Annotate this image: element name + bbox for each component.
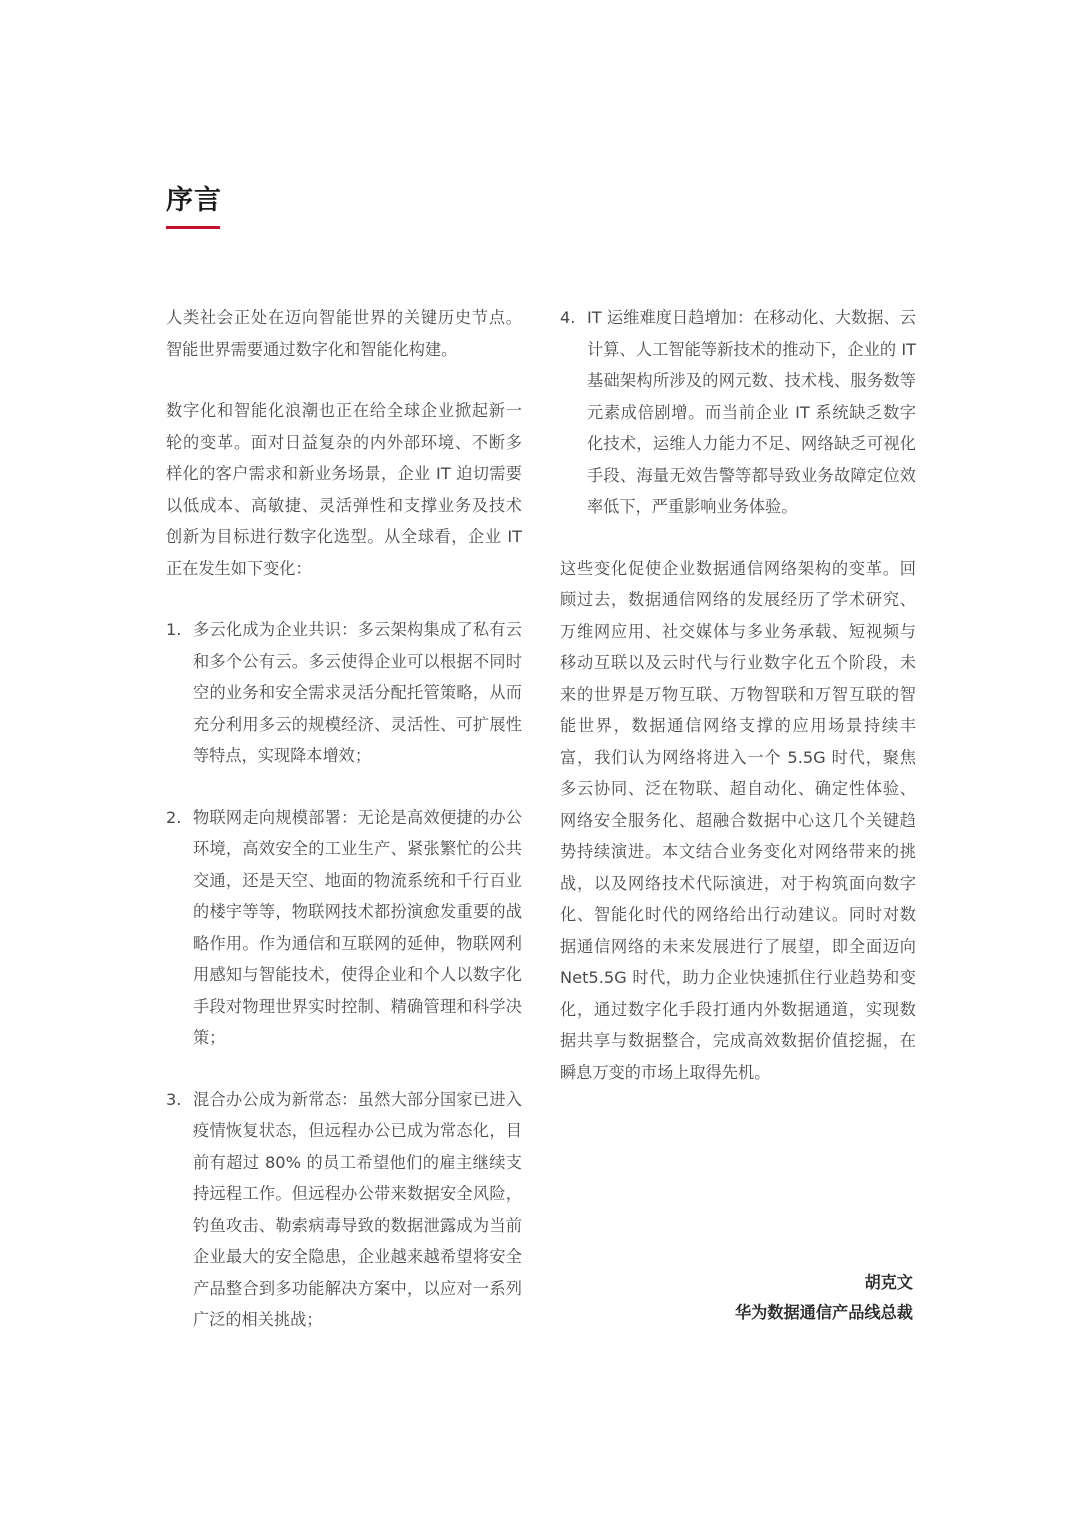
list-item-text: 混合办公成为新常态：虽然大部分国家已进入疫情恢复状态，但远程办公已成为常态化，目前有超过 80% 的员工希望他们的雇主继续支持远程工作。但远程办公带来数据安全风险，钓鱼攻击、勒索病毒导致的数据泄露成为当前企业最大的安全隐患，企业越来越希望将安全产品整合到多功能解决方案中，以应对一系列广泛的相关挑战； [193, 1089, 522, 1329]
page-title: 序言 [166, 185, 222, 216]
left-column [166, 302, 522, 1336]
list-item-text: 物联网走向规模部署：无论是高效便捷的办公环境，高效安全的工业生产、紧张繁忙的公共交通，还是天空、地面的物流系统和千行百业的楼宇等等，物联网技术都扮演愈发重要的战略作用。作为通信和互联网的延伸，物联网利用感知与智能技术，使得企业和个人以数字化手段对物理世界实时控制、精确管理和科学决策； [193, 807, 522, 1047]
signature-block [735, 1268, 913, 1328]
right-column [560, 302, 916, 1088]
context-paragraph: 数字化和智能化浪潮也正在给全球企业掀起新一轮的变革。面对日益复杂的内外部环境、不断多样化的客户需求和新业务场景，企业 IT 迫切需要以低成本、高敏捷、灵活弹性和支撑业务及技术创新为目标进行数字化选型。从全球看，企业 IT 正在发生如下变化： [166, 401, 522, 578]
list-item [560, 302, 916, 523]
list-item-text: 多云化成为企业共识：多云架构集成了私有云和多个公有云。多云使得企业可以根据不同时空的业务和安全需求灵活分配托管策略，从而充分利用多云的规模经济、灵活性、可扩展性等特点，实现降本增效； [193, 620, 522, 765]
list-item-number: 2. [166, 807, 182, 827]
title-underline [166, 226, 220, 229]
list-item-number: 1. [166, 620, 182, 639]
author-name: 胡克文 [864, 1273, 913, 1292]
intro-paragraph: 人类社会正处在迈向智能世界的关键历史节点。智能世界需要通过数字化和智能化构建。 [166, 308, 522, 359]
list-item-number: 4. [560, 308, 576, 327]
change-list [166, 614, 522, 1336]
list-item [166, 802, 522, 1054]
list-item-number: 3. [166, 1089, 182, 1109]
list-item-text: IT 运维难度日趋增加：在移动化、大数据、云计算、人工智能等新技术的推动下，企业的 IT 基础架构所涉及的网元数、技术栈、服务数等元素成倍剧增。而当前企业 IT 系统缺乏数字化技术，运维人力能力不足、网络缺乏可视化手段、海量无效告警等都导致业务故障定位效率低下，严重影响业务体验。 [587, 308, 916, 516]
list-item [166, 1084, 522, 1336]
list-item [166, 614, 522, 772]
summary-paragraph: 这些变化促使企业数据通信网络架构的变革。回顾过去，数据通信网络的发展经历了学术研究、万维网应用、社交媒体与多业务承载、短视频与移动互联以及云时代与行业数字化五个阶段，未来的世界是万物互联、万物智联和万智互联的智能世界，数据通信网络支撑的应用场景持续丰富，我们认为网络将进入一个 5.5G 时代，聚焦多云协同、泛在物联、超自动化、确定性体验、网络安全服务化、超融合数据中心这几个关键趋势持续演进。本文结合业务变化对网络带来的挑战，以及网络技术代际演进，对于构筑面向数字化、智能化时代的网络给出行动建议。同时对数据通信网络的未来发展进行了展望，即全面迈向 Net5.5G 时代，助力企业快速抓住行业趋势和变化，通过数字化手段打通内外数据通道，实现数据共享与数据整合，完成高效数据价值挖掘，在瞬息万变的市场上取得先机。 [560, 558, 916, 1082]
change-list-continued [560, 302, 916, 523]
author-role: 华为数据通信产品线总裁 [734, 1303, 913, 1322]
